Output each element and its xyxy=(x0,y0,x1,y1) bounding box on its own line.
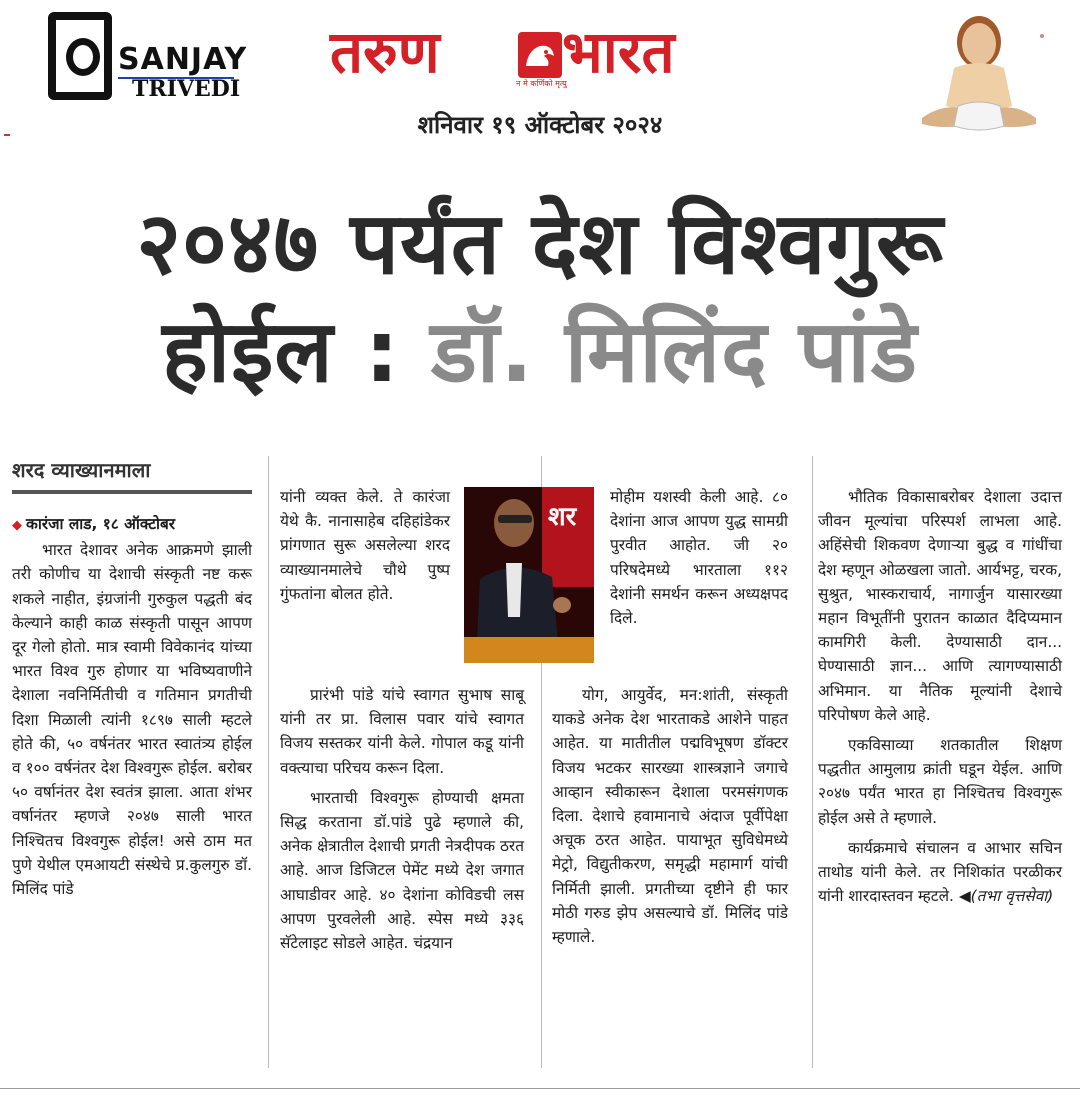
end-mark-icon: ◀ xyxy=(958,887,971,906)
article-column-1 xyxy=(12,512,252,901)
article-paragraph: भारताची विश्वगुरू होण्याची क्षमता सिद्ध करताना डॉ.पांडे पुढे म्हणाले की, अनेक क्षेत्रातील देशाची प्रगती नेत्रदीपक ठरत आहे. आज डिजिटल पेमेंट मध्ये देश जगात आघाडीवर आहे. ४० देशांना कोविडची लस आपण पुरवलेली आहे. स्पेस मध्ये ३३६ सॅटेलाइट सोडले आहेत. चंद्रयान xyxy=(280,788,524,953)
issue-date: शनिवार १९ ऑक्टोबर २०२४ xyxy=(417,111,663,139)
camera-icon xyxy=(48,12,112,100)
sage-portrait-icon xyxy=(914,6,1044,134)
article-paragraph: प्रारंभी पांडे यांचे स्वागत सुभाष साबू यांनी तर प्रा. विलास पवार यांचे स्वागत विजय सस्तकर यांनी केले. गोपाल कडू यांनी वक्त्याचा परिचय करून दिला. xyxy=(280,686,524,777)
article-paragraph: एकविसाव्या शतकातील शिक्षण पद्धतीत आमुलाग्र क्रांती घडून येईल. आणि २०४७ पर्यंत भारत हा निश्चितच विश्वगुरू होईल असे ते म्हणाले. xyxy=(818,736,1062,827)
masthead-tagline: न मे कर्णिको मृत्यु xyxy=(516,79,567,88)
headline-speaker-name: डॉ. मिलिंद पांडे xyxy=(430,302,918,402)
logo-line2: TRIVEDI xyxy=(132,76,241,102)
kicker-underline xyxy=(12,490,252,494)
headline-separator: : xyxy=(333,302,431,402)
logo-line1: SANJAY xyxy=(118,42,248,77)
margin-dot xyxy=(1040,34,1044,38)
photo-banner-text: शर xyxy=(548,502,577,532)
newspaper-masthead xyxy=(330,18,750,88)
article-column-3b xyxy=(552,683,788,949)
article-dateline: कारंजा लाड, १८ ऑक्टोबर xyxy=(26,515,176,533)
lion-emblem-icon xyxy=(518,32,562,78)
margin-mark xyxy=(4,134,10,136)
article-column-2a xyxy=(280,485,450,606)
diamond-bullet-icon: ◆ xyxy=(12,518,22,533)
article-paragraph: भौतिक विकासाबरोबर देशाला उदात्त जीवन मूल्यांचा परिस्पर्श लाभला आहे. अहिंसेची शिकवण देणाऱ्या बुद्ध व गांधींचा देश म्हणून ओळखला जातो. आर्यभट्ट, चरक, सुश्रुत, भास्कराचार्य, नागार्जुन यासारख्या महान विभूतींनी पुरातन काळात दैदिप्यमान कामगिरी केली. देण्यासाठी दान... घेण्यासाठी ज्ञान... आणि त्यागण्यासाठी अभिमान. या नैतिक मूल्यांनी देशाचे परिपोषण केले आहे. xyxy=(818,488,1062,724)
article-column-3a xyxy=(610,485,788,630)
article-column-2b xyxy=(280,683,524,955)
article-paragraph: मोहीम यशस्वी केली आहे. ८० देशांना आज आपण युद्ध सामग्री पुरवीत आहोत. जी २० परिषदेमध्ये भारताला ११२ देशांनी समर्थन करून अध्यक्षपद दिले. xyxy=(610,488,788,628)
article-column-4 xyxy=(818,485,1062,908)
column-divider xyxy=(268,456,269,1068)
headline-line2-lead: होईल xyxy=(162,302,334,402)
article-paragraph: योग, आयुर्वेद, मन:शांती, संस्कृती याकडे अनेक देश भारताकडे आशेने पाहत आहेत. या मातीतील पद्मविभूषण डॉक्टर विजय भटकर सारख्या शास्त्रज्ञाने जगाचे आव्हान स्वीकारून देशाला परमसंगणक दिला. देशाचे हवामानाचे अंदाज पूर्वीपेक्षा अचूक ठरत आहेत. पायाभूत सुविधेमध्ये मेट्रो, विद्युतीकरण, समृद्धी महामार्ग यांची निर्मिती झाली. प्रगतीच्या दृष्टीने ही फार मोठी गरुड झेप असल्याचे डॉ. मिलिंद पांडे म्हणाले. xyxy=(552,686,788,947)
column-divider xyxy=(812,456,813,1068)
article-paragraph xyxy=(818,836,1062,909)
headline-line1: २०४७ पर्यंत देश विश्वगुरू xyxy=(136,194,944,294)
headline xyxy=(0,190,1080,406)
headline-line2 xyxy=(0,298,1080,406)
sanjay-trivedi-logo xyxy=(48,12,248,104)
news-service-credit: (तभा वृत्तसेवा) xyxy=(970,887,1054,906)
closing-sentence: कार्यक्रमाचे संचालन व आभार सचिन ताथोड यांनी केले. तर निशिकांत परळीकर यांनी शारदास्तवन म्हटले. xyxy=(818,838,1062,906)
masthead-right: भारत xyxy=(562,18,675,86)
section-kicker: शरद व्याख्यानमाला xyxy=(12,458,151,482)
speaker-photo xyxy=(464,487,594,663)
masthead-left: तरुण xyxy=(330,18,440,86)
page-bottom-rule xyxy=(0,1088,1080,1089)
article-paragraph: यांनी व्यक्त केले. ते कारंजा येथे कै. नानासाहेब दहिहांडेकर प्रांगणात सुरू असलेल्या शरद व्याख्यानमालेचे चौथे पुष्प गुंफतांना बोलत होते. xyxy=(280,488,450,603)
article-paragraph: भारत देशावर अनेक आक्रमणे झाली तरी कोणीच या देशाची संस्कृती नष्ट करू शकले नाहीत, इंग्रजांनी गुरुकुल पद्धती बंद केल्याने काही काळ संस्कृती पासून आपण दूर गेलो होतो. मात्र स्वामी विवेकानंद यांच्या भारत विश्व गुरु होणार या भविष्यवाणीने देशाला नवनिर्मितीची व गतिमान प्रगतीची दिशा मिळाली त्यांनी १८९७ साली म्हटले होते की, ५० वर्षनंतर भारत स्वातंत्र्य होईल व १०० वर्षनंतर देश विश्वगुरू होईल. बरोबर ५० वर्षानंतर देश स्वतंत्र झाला. आता शंभर वर्षानंतर म्हणजे २०४७ साली भारत निश्चितच विश्वगुरू होईल! असे ठाम मत पुणे येथील एमआयटी संस्थेचे प्र.कुलगुरु डॉ. मिलिंद पांडे xyxy=(12,541,252,899)
